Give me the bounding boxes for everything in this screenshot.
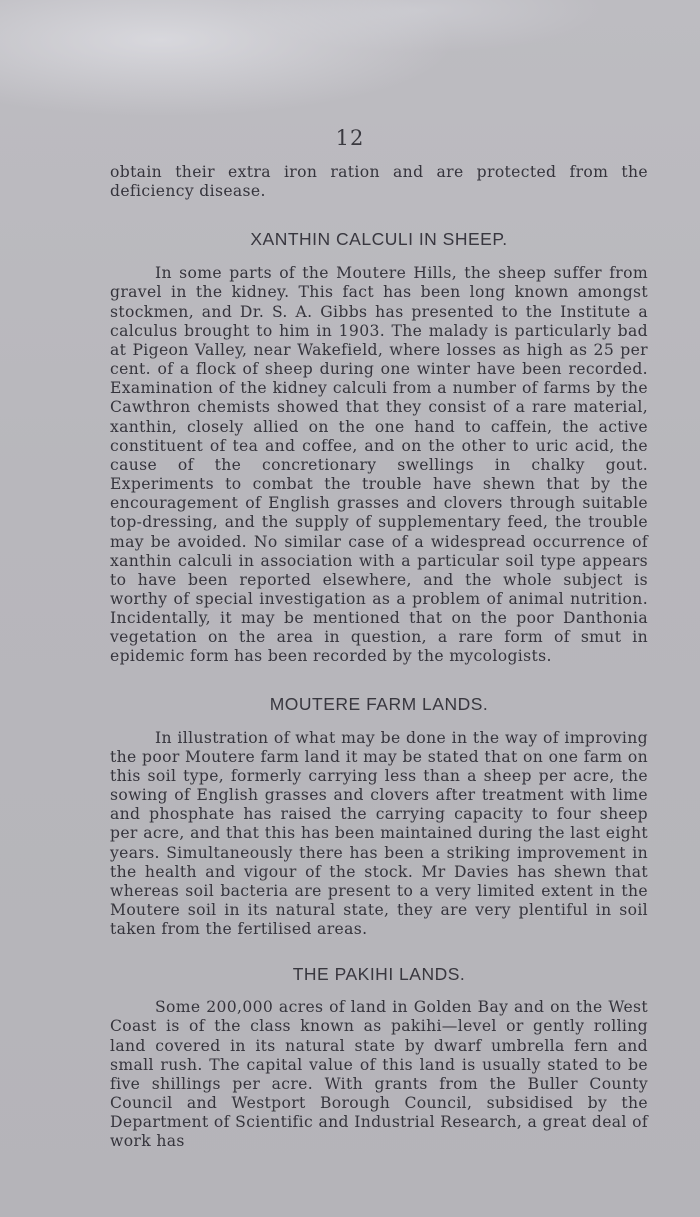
intro-paragraph: obtain their extra iron ration and are protected from the deficiency disease. — [110, 163, 648, 201]
section-title-xanthin: XANTHIN CALCULI IN SHEEP. — [250, 229, 508, 250]
section-body-moutere: In illustration of what may be done in the way of improving the poor Moutere farm land it may be stated that on one farm on this soil type, formerly carrying less than a sheep per acre, the sowing of English grasses and clovers after treatment with lime and phosphate has raised the carrying capacity to four sheep per acre, and that this has been maintained during the last eight years. Simultaneously there has been a striking improvement in the health and vigour of the stock. Mr Davies has shewn that whereas soil bacteria are present to a very limited extent in the Moutere soil in its natural state, they are very plentiful in soil taken from the fertilised areas. — [110, 728, 648, 939]
section-body-pakihi: Some 200,000 acres of land in Golden Bay and on the West Coast is of the class known as pakihi—level or gently rolling land covered in its natural state by dwarf umbrella fern and small rush. The capital value of this land is usually stated to be five shillings per acre. With grants from the Buller County Council and Westport Borough Council, subsidised by the Department of Scientific and Industrial Research, a great deal of work has — [110, 998, 648, 1151]
section-title-pakihi: THE PAKIHI LANDS. — [292, 964, 466, 985]
section-body-xanthin: In some parts of the Moutere Hills, the sheep suffer from gravel in the kidney. This fact has been long known amongst stockmen, and Dr. S. A. Gibbs has presented to the Institute a calculus brought to him in 1903. The malady is particularly bad at Pigeon Valley, near Wakefield, where losses as high as 25 per cent. of a flock of sheep during one winter have been recorded. Examination of the kidney calculi from a number of farms by the Cawthron chemists showed that they consist of a rare material, xanthin, closely allied on the one hand to caffein, the active constituent of tea and coffee, and on the other to uric acid, the cause of the concretionary swellings in chalky gout. Experiments to combat the trouble have shewn that by the encouragement of English grasses and clovers through suitable top-dressing, and the supply of supplementary feed, the trouble may be avoided. No similar case of a widespread occurrence of xanthin calculi in association with a particular soil type appears to have been reported elsewhere, and the whole subject is worthy of special investigation as a problem of animal nutrition. Incidentally, it may be mentioned that on the poor Danthonia vegetation on the area in question, a rare form of smut in epidemic form has been recorded by the mycologists. — [110, 264, 648, 666]
section-title-moutere: MOUTERE FARM LANDS. — [269, 693, 489, 714]
page-number: 12 — [335, 126, 365, 150]
text-column — [110, 163, 648, 1152]
